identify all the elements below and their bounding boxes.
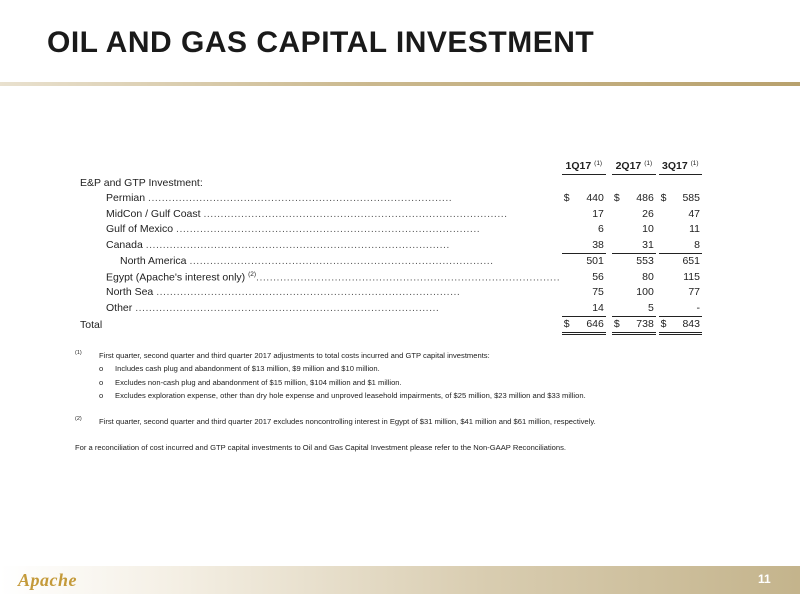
value-1q17: 56 [592, 270, 604, 283]
footnote-bullet-1: o Includes cash plug and abandonment of $13 million, $9 million and $10 million. [99, 364, 380, 374]
value-1q17: 6 [598, 223, 604, 236]
row-label: MidCon / Gulf Coast ......................................................................................... [106, 207, 508, 220]
table-row-north-sea [78, 285, 702, 301]
row-label: North Sea ......................................................................................... [106, 286, 461, 299]
table-header-row [78, 152, 702, 175]
value-3q17: 47 [688, 207, 700, 220]
value-3q17: 585 [682, 192, 700, 205]
total-2q17: 738 [622, 316, 656, 334]
footnote-bullet-2: o Excludes non-cash plug and abandonment of $15 million, $104 million and $1 million. [99, 377, 402, 387]
title-divider [0, 82, 800, 86]
row-label: Canada ......................................................................................... [106, 239, 450, 251]
value-1q17: 75 [592, 286, 604, 299]
footer-bar [0, 566, 800, 594]
value-1q17: 440 [586, 192, 604, 205]
row-label: Total [80, 318, 103, 331]
value-3q17: 77 [688, 286, 700, 299]
value-1q17: 14 [572, 300, 606, 316]
column-header-2q17: 2Q17 $^{(1)}$ [612, 152, 656, 175]
section-header-row [78, 175, 702, 191]
footnote-bullet-3: o Excludes exploration expense, other than dry hole expense and unproved leasehold impairments, of $25 million, $23 million and $33 million. [99, 390, 586, 400]
table-row-total: Total $ 646 $ 738 $ 843 [78, 316, 702, 334]
column-header-3q17: 3Q17 $^{(1)}$ [659, 152, 702, 175]
value-3q17: 115 [683, 270, 700, 283]
apache-logo: Apache [18, 570, 77, 590]
row-label: Permian ......................................................................................... [106, 192, 453, 205]
column-header-1q17: 1Q17 $^{(1)}$ [562, 152, 606, 175]
total-3q17: 843 [669, 316, 702, 334]
footnote-2: (2) First quarter, second quarter and third quarter 2017 excludes noncontrolling interest in Egypt of $31 million, $41 million and $61 million, respectively. [75, 416, 596, 427]
capital-investment-table [78, 152, 702, 335]
reconciliation-note: For a reconciliation of cost incurred and GTP capital investments to Oil and Gas Capital Investment please refer to the Non-GAAP Reconciliations. [75, 443, 567, 453]
value-2q17: 80 [642, 270, 654, 283]
table-row-north-america [78, 253, 702, 269]
row-label: Egypt (Apache's interest only) $^{(2)}$......................................................................................... [106, 270, 561, 283]
table-row-midcon [78, 206, 702, 222]
table-row-permian: Permian ......................................................................................... $ 440 $ 486 $ 585 [78, 191, 702, 207]
value-3q17: 11 [689, 223, 700, 236]
row-label: Gulf of Mexico ......................................................................................... [106, 223, 481, 236]
value-2q17: 5 [622, 300, 656, 316]
footnotes [75, 349, 715, 455]
value-1q17: 501 [586, 255, 604, 268]
table-row-egypt [78, 269, 702, 285]
value-1q17: 38 [572, 237, 606, 253]
row-label: Other ......................................................................................... [106, 302, 440, 314]
page-number: 11 [758, 572, 771, 586]
value-2q17: 553 [636, 255, 654, 268]
value-2q17: 31 [622, 237, 656, 253]
value-1q17: 17 [592, 207, 604, 220]
value-2q17: 100 [636, 286, 654, 299]
value-2q17: 26 [642, 207, 654, 220]
page-title: OIL AND GAS CAPITAL INVESTMENT [47, 26, 595, 59]
table-row-canada [78, 237, 702, 253]
value-3q17: 8 [669, 237, 702, 253]
value-3q17: 651 [682, 255, 700, 268]
value-3q17: - [669, 300, 702, 316]
footnote-1: (1) First quarter, second quarter and third quarter 2017 adjustments to total costs incurred and GTP capital investments: [75, 350, 490, 360]
total-1q17: 646 [572, 316, 606, 334]
value-2q17: 10 [642, 223, 654, 236]
table-row-other [78, 300, 702, 316]
section-header: E&P and GTP Investment: [80, 176, 203, 189]
table-row-gulf-of-mexico [78, 222, 702, 238]
row-label: North America ......................................................................................... [120, 255, 494, 267]
value-2q17: 486 [636, 192, 654, 205]
